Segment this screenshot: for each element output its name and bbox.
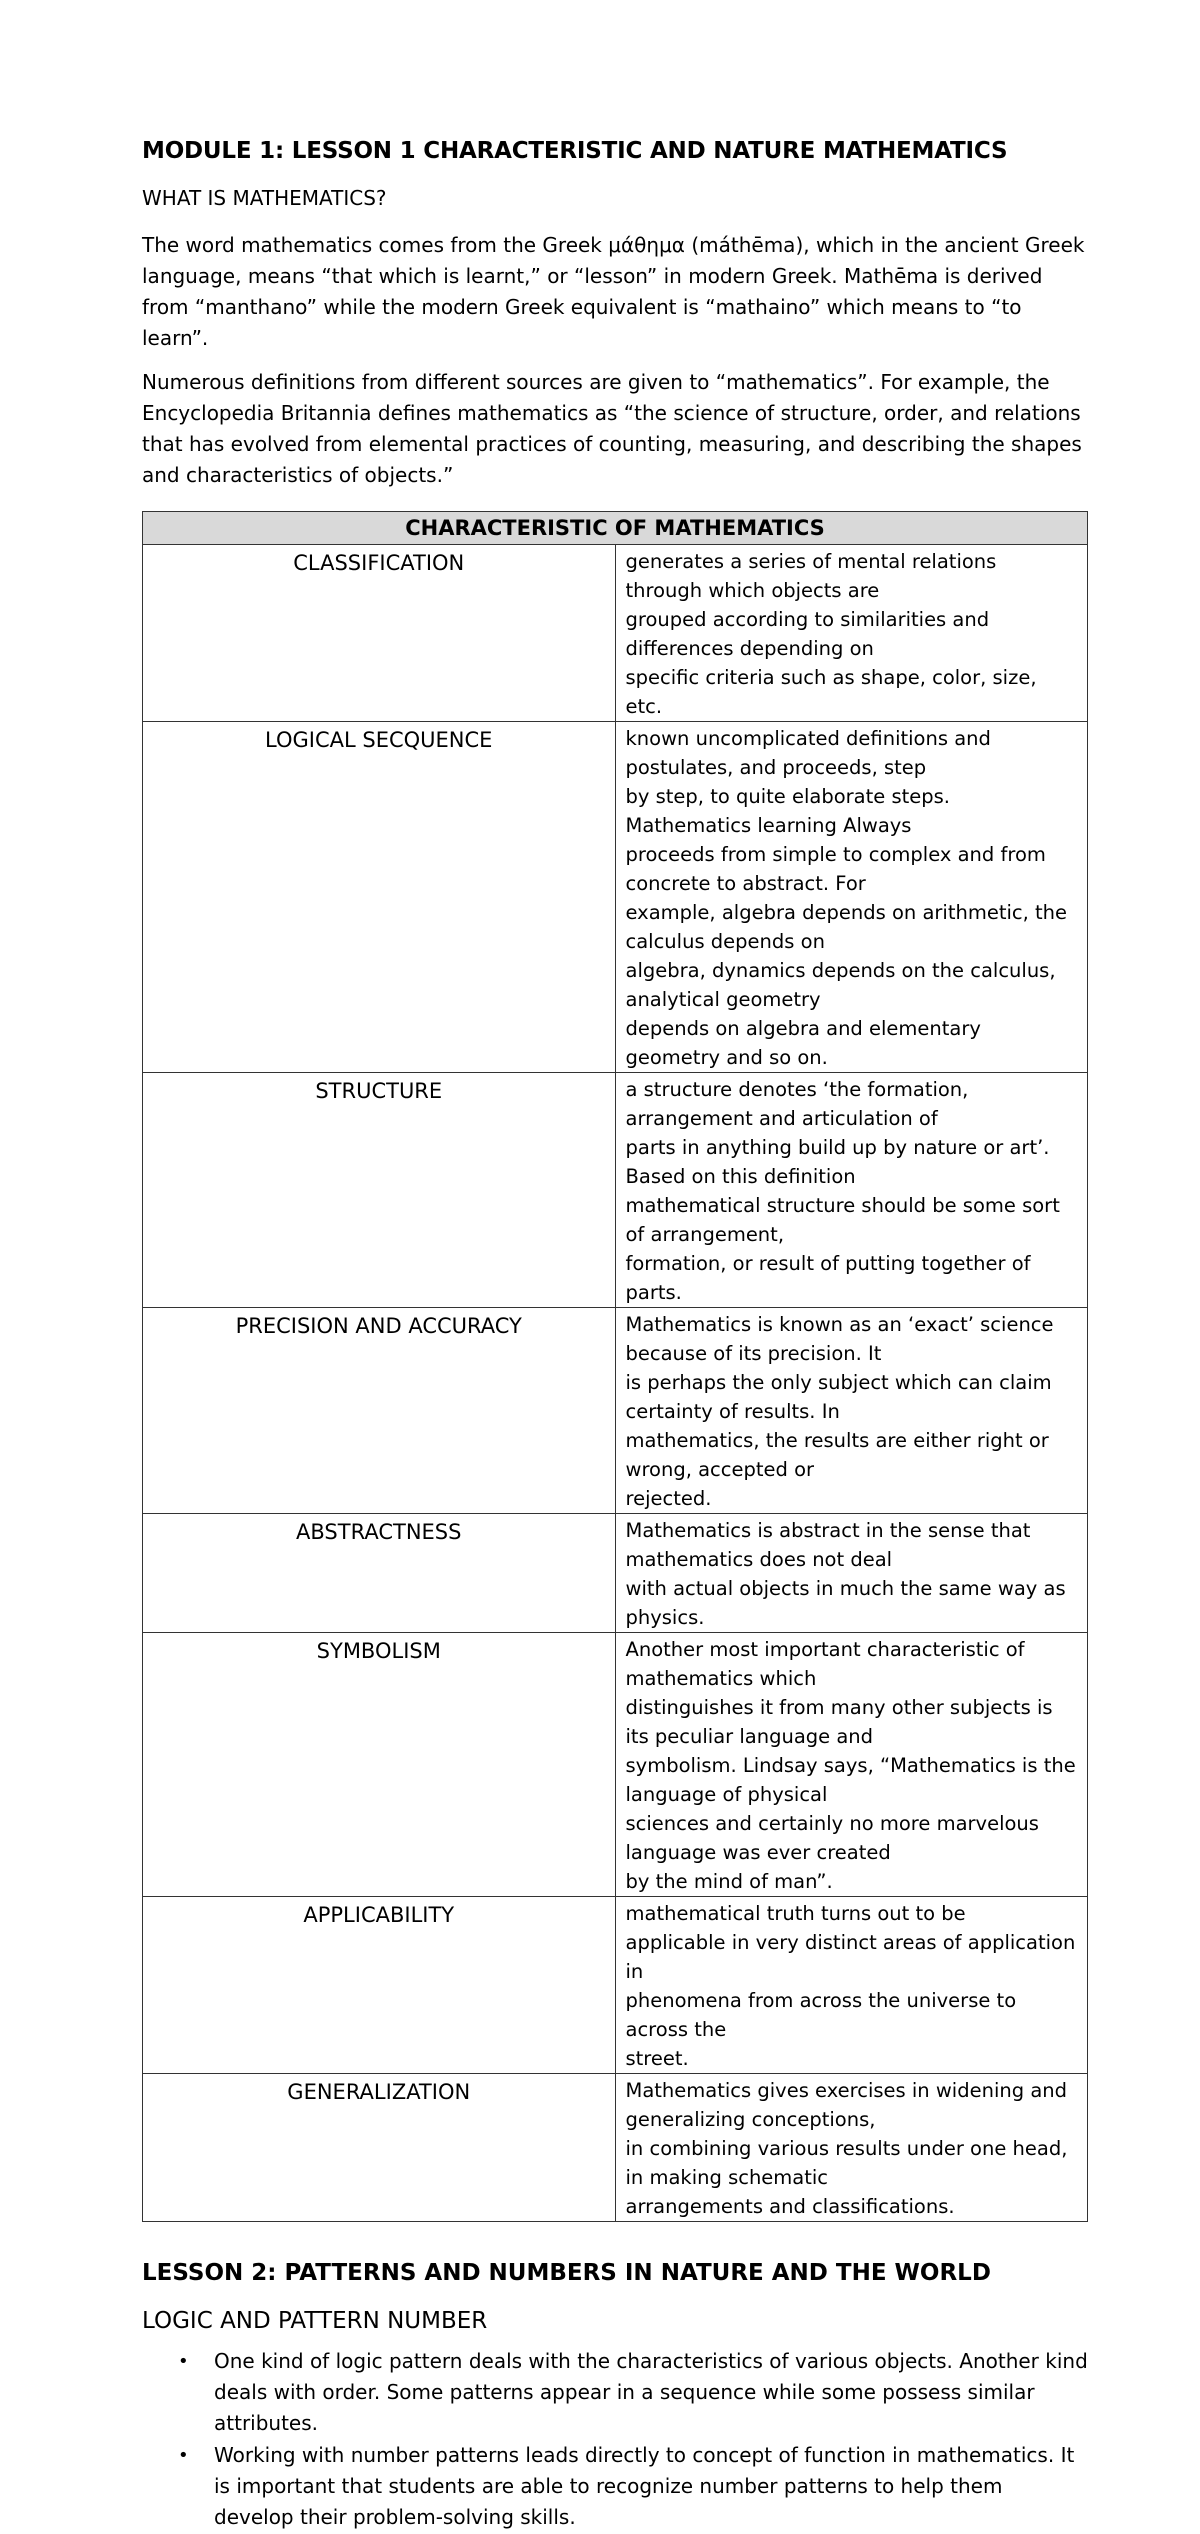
description-line: generates a series of mental relations through which objects are [625,550,997,602]
description-line: depends on algebra and elementary geometry and so on. [625,1017,981,1069]
term-cell: CLASSIFICATION [143,545,616,722]
description-line: Another most important characteristic of mathematics which [625,1638,1025,1690]
bullet-list [142,2346,1088,2533]
description-line: phenomena from across the universe to across the [625,1989,1017,2041]
description-line: mathematical truth turns out to be [625,1902,966,1925]
term-cell: ABSTRACTNESS [143,1514,616,1633]
table-body [143,545,1088,2222]
description-cell [615,1308,1088,1514]
table-row [143,545,1088,722]
table-row [143,1514,1088,1633]
description-line: formation, or result of putting together of parts. [625,1252,1031,1304]
what-is-heading: WHAT IS MATHEMATICS? [142,186,387,210]
description-line: a structure denotes ‘the formation, arrangement and articulation of [625,1078,969,1130]
description-cell [615,1073,1088,1308]
list-item [142,2346,1088,2439]
table-title: CHARACTERISTIC OF MATHEMATICS [143,512,1088,545]
paragraph-etymology: The word mathematics comes from the Greek μάθημα (máthēma), which in the ancient Greek language, means “that which is learnt,” or “lesson” in modern Greek. Mathēma is derived from “manthano” while the modern Greek equivalent is “mathaino” which means to “to learn”. [142,233,1085,350]
description-line: applicable in very distinct areas of application in [625,1931,1076,1983]
table-row [143,1073,1088,1308]
term-cell: APPLICABILITY [143,1897,616,2074]
description-line: distinguishes it from many other subjects is its peculiar language and [625,1696,1053,1748]
bullet-icon: • [178,2351,189,2372]
term-cell: STRUCTURE [143,1073,616,1308]
description-line: Mathematics is abstract in the sense that mathematics does not deal [625,1519,1031,1571]
table-row [143,722,1088,1073]
term-cell: GENERALIZATION [143,2074,616,2222]
bullet-icon: • [178,2445,189,2466]
description-line: rejected. [625,1487,712,1510]
description-line: mathematical structure should be some sort of arrangement, [625,1194,1060,1246]
module-title: MODULE 1: LESSON 1 CHARACTERISTIC AND NATURE MATHEMATICS [142,138,1008,164]
description-line: known uncomplicated definitions and postulates, and proceeds, step [625,727,991,779]
description-line: symbolism. Lindsay says, “Mathematics is the language of physical [625,1754,1076,1806]
table-row [143,2074,1088,2222]
paragraph-definitions: Numerous definitions from different sources are given to “mathematics”. For example, the Encyclopedia Britannia defines mathematics as “the science of structure, order, and relations that has evolved from elemental practices of counting, measuring, and describing the shapes and characteristics of objects.” [142,370,1082,487]
description-cell [615,1514,1088,1633]
table-row [143,1308,1088,1514]
description-line: specific criteria such as shape, color, size, etc. [625,666,1037,718]
term-cell: LOGICAL SECQUENCE [143,722,616,1073]
lesson2-title: LESSON 2: PATTERNS AND NUMBERS IN NATURE AND THE WORLD [142,2260,991,2286]
description-cell [615,545,1088,722]
table-row [143,1633,1088,1897]
logic-pattern-heading: LOGIC AND PATTERN NUMBER [142,2308,488,2334]
description-line: proceeds from simple to complex and from concrete to abstract. For [625,843,1046,895]
description-cell [615,722,1088,1073]
description-line: Mathematics gives exercises in widening and generalizing conceptions, [625,2079,1068,2131]
description-line: sciences and certainly no more marvelous language was ever created [625,1812,1039,1864]
description-line: mathematics, the results are either right or wrong, accepted or [625,1429,1049,1481]
characteristics-table [142,511,1088,2222]
description-cell [615,1897,1088,2074]
description-line: arrangements and classifications. [625,2195,955,2218]
list-item-text: Working with number patterns leads directly to concept of function in mathematics. It is important that students are able to recognize number patterns to help them develop their problem-solving skills. [214,2443,1075,2529]
document-page [142,138,1088,2534]
description-line: algebra, dynamics depends on the calculus, analytical geometry [625,959,1056,1011]
list-item [142,2440,1088,2533]
term-cell: PRECISION AND ACCURACY [143,1308,616,1514]
list-item-text: One kind of logic pattern deals with the characteristics of various objects. Another kind deals with order. Some patterns appear in a sequence while some possess similar attributes. [214,2349,1088,2435]
description-line: with actual objects in much the same way as physics. [625,1577,1066,1629]
description-line: is perhaps the only subject which can claim certainty of results. In [625,1371,1052,1423]
term-cell: SYMBOLISM [143,1633,616,1897]
description-line: by step, to quite elaborate steps. Mathematics learning Always [625,785,950,837]
description-line: parts in anything build up by nature or art’. Based on this definition [625,1136,1050,1188]
description-line: grouped according to similarities and differences depending on [625,608,990,660]
description-cell [615,1633,1088,1897]
description-line: example, algebra depends on arithmetic, the calculus depends on [625,901,1068,953]
description-line: Mathematics is known as an ‘exact’ science because of its precision. It [625,1313,1054,1365]
description-line: street. [625,2047,689,2070]
description-line: in combining various results under one head, in making schematic [625,2137,1068,2189]
description-cell [615,2074,1088,2222]
description-line: by the mind of man”. [625,1870,833,1893]
table-row [143,1897,1088,2074]
